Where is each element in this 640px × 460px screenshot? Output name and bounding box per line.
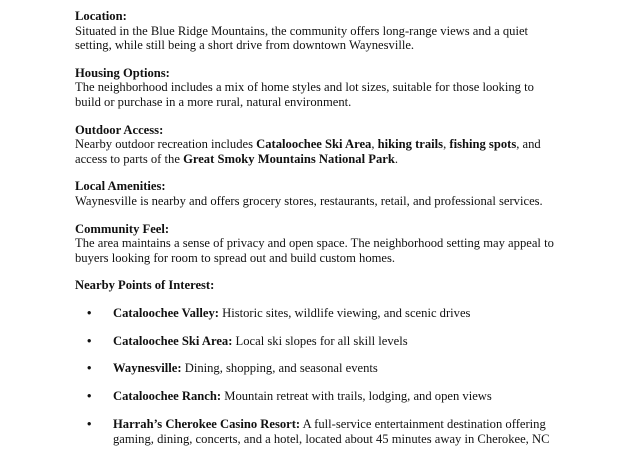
text-segment: , and access to parts of the [75,137,541,166]
section-4 [75,222,555,266]
section-paragraph [75,236,555,265]
poi-item [75,306,555,321]
points-of-interest-list [75,306,555,446]
poi-name: Waynesville: [113,361,182,376]
text-segment: Nearby outdoor recreation includes [75,137,257,152]
poi-description: Historic sites, wildlife viewing, and scenic drives [218,305,471,320]
section-paragraph [75,137,555,166]
section-2 [75,123,555,167]
text-segment: . [394,151,398,166]
section-heading: Community Feel: [75,221,170,236]
bullet-icon: • [87,333,92,348]
bold-phrase: fishing spots [449,137,517,152]
bold-phrase: Cataloochee Ski Area [256,137,372,152]
bullet-icon: • [87,305,92,320]
bullet-icon: • [87,361,92,376]
bullet-icon: • [87,417,92,432]
text-segment: Waynesville is nearby and offers grocery stores, restaurants, retail, and professional services. [75,193,543,208]
bold-phrase: Great Smoky Mountains National Park [183,151,395,166]
poi-name: Cataloochee Ranch: [113,389,222,404]
section-heading: Location: [75,9,127,23]
text-segment: , [371,137,378,152]
poi-name: Harrah’s Cherokee Casino Resort: [113,417,301,432]
text-segment: The neighborhood includes a mix of home styles and lot sizes, suitable for those looking to build or purchase in a more rural, natural environment. [75,80,534,109]
document-page [75,9,555,459]
text-segment: The area maintains a sense of privacy and open space. The neighborhood setting may appeal to buyers looking for room to spread out and build custom homes. [75,236,554,265]
bullet-icon: • [87,389,92,404]
poi-description: A full-service entertainment destination offering gaming, dining, concerts, and a hotel, located about 45 minutes away in Cherokee, NC [113,417,550,446]
points-of-interest-heading: Nearby Points of Interest: [75,278,215,293]
poi-description: Mountain retreat with trails, lodging, and open views [221,389,492,404]
section-3 [75,179,555,208]
poi-name: Cataloochee Valley: [113,305,219,320]
section-heading: Housing Options: [75,65,170,80]
poi-description: Dining, shopping, and seasonal events [181,361,378,376]
poi-name: Cataloochee Ski Area: [113,333,233,348]
bold-phrase: hiking trails [377,137,444,152]
section-heading: Outdoor Access: [75,122,164,137]
section-paragraph [75,80,555,109]
poi-item [75,334,555,349]
section-0 [75,9,555,53]
section-1 [75,66,555,110]
poi-item [75,389,555,404]
section-paragraph [75,194,555,209]
poi-description: Local ski slopes for all skill levels [232,333,408,348]
section-paragraph [75,24,555,53]
points-of-interest-section [75,278,555,446]
document-sections [75,9,555,265]
section-heading: Local Amenities: [75,179,166,194]
poi-item [75,361,555,376]
text-segment: , [443,137,450,152]
text-segment: Situated in the Blue Ridge Mountains, the community offers long-range views and a quiet setting, while still being a short drive from downtown Waynesville. [75,23,529,53]
poi-item [75,417,555,446]
